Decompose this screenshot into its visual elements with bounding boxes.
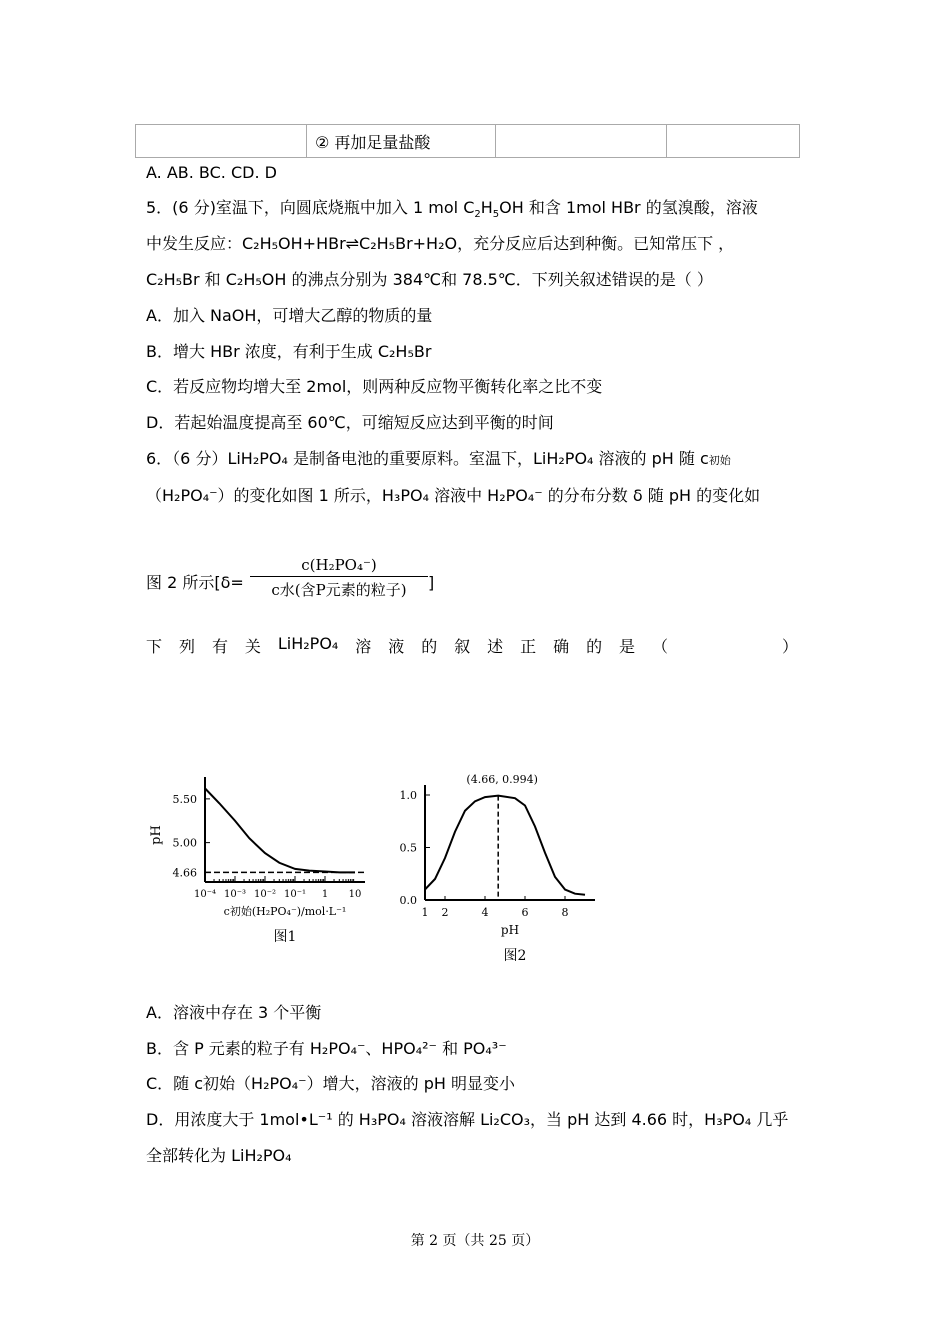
delta-curve [425,796,585,895]
table-cell [136,125,307,158]
figure-title: 图2 [503,948,527,964]
y-tick-label: 5.50 [172,792,197,806]
word: 述 [487,637,504,656]
word: 的 [421,637,438,656]
q6-option-a: A．溶液中存在 3 个平衡 [146,1003,322,1022]
y-tick-label: 0.5 [399,841,417,855]
ph-curve [205,788,355,872]
figure-title: 图1 [273,929,297,945]
q6-line1: 6．（6 分）LiH₂PO₄ 是制备电池的重要原料。室温下，LiH₂PO₄ 溶液的 pH 随 c初始 [146,449,731,468]
q5-line3: C₂H₅Br 和 C₂H₅OH 的沸点分别为 384℃和 78.5℃．下列关叙述错误的是（ ） [146,270,713,289]
y-tick-label: 1.0 [399,789,417,802]
q6-line4 [146,634,798,657]
q6-line3-suffix: ] [428,573,435,592]
x-axis-label: c初始(H₂PO₄⁻)/mol·L⁻¹ [223,905,347,918]
page-footer: 第 2 页（共 25 页） [410,1233,540,1249]
q6-option-b: B．含 P 元素的粒子有 H₂PO₄⁻、HPO₄²⁻ 和 PO₄³⁻ [146,1039,507,1058]
y-tick-label: 0.0 [399,894,417,907]
table-cell: ② 再加足量盐酸 [307,125,496,158]
word: 下 [146,637,163,656]
q5-option-c: C．若反应物均增大至 2mol，则两种反应物平衡转化率之比不变 [146,377,603,396]
x-axis-label: pH [500,923,520,937]
x-tick-label: 10⁻¹ [283,889,307,900]
word: 有 [211,637,228,656]
q6-option-d-cont: 全部转化为 LiH₂PO₄ [146,1146,292,1165]
word: 溶 [355,637,372,656]
x-tick-label: 6 [521,906,529,919]
figure-1-chart [140,765,390,980]
peak-annotation: (4.66, 0.994) [466,773,538,786]
word: 是 [619,637,636,656]
word: 确 [553,637,570,656]
word: 叙 [454,637,471,656]
q5-line2: 中发生反应：C₂H₅OH+HBr⇌C₂H₅Br+H₂O，充分反应后达到种衡。已知常压下 ， [146,234,735,253]
word: （ [652,637,669,656]
fraction-denominator: c水(含P元素的粒子) [271,581,407,599]
q4-answer: A. AB. BC. CD. D [146,163,277,182]
answer-table-fragment [135,124,800,158]
q5-line1: 5．(6 分)室温下，向圆底烧瓶中加入 1 mol $C_2H_5OH$ 和含 1mol HBr 的氢溴酸，溶液 [146,198,758,221]
x-tick-label: 10⁻³ [223,889,247,900]
y-axis-label: pH [149,825,164,845]
word: 正 [520,637,537,656]
word: 液 [388,637,405,656]
y-tick-label: 4.66 [172,866,197,880]
x-tick-label: 8 [561,906,569,919]
q6-option-d: D．用浓度大于 1mol•L⁻¹ 的 H₃PO₄ 溶液溶解 Li₂CO₃，当 pH 达到 4.66 时，H₃PO₄ 几乎 [146,1110,789,1129]
q6-line2: （H₂PO₄⁻）的变化如图 1 所示，H₃PO₄ 溶液中 H₂PO₄⁻ 的分布分数 δ 随 pH 的变化如 [146,486,761,505]
x-tick-label: 10⁻² [253,889,277,900]
table-cell [667,125,800,158]
q6-line3-prefix: 图 2 所示[δ= [146,573,244,592]
y-tick-label: 5.00 [172,836,197,850]
delta-fraction [250,556,428,600]
word: 关 [244,637,261,656]
x-tick-label: 10 [348,889,362,900]
word: LiH₂PO₄ [277,634,339,653]
x-tick-label: 1 [421,906,429,919]
q5-option-a: A．加入 NaOH，可增大乙醇的物质的量 [146,306,433,325]
q5-option-d: D．若起始温度提高至 60℃，可缩短反应达到平衡的时间 [146,413,554,432]
x-tick-label: 10⁻⁴ [193,889,217,900]
word: 列 [178,637,195,656]
word: ） [781,637,798,656]
table-cell [496,125,667,158]
q6-option-c: C．随 c初始（H₂PO₄⁻）增大，溶液的 pH 明显变小 [146,1074,515,1093]
fraction-numerator: c(H₂PO₄⁻) [250,556,428,577]
x-tick-label: 2 [441,906,449,919]
q5-option-b: B．增大 HBr 浓度，有利于生成 C₂H₅Br [146,342,432,361]
word: 的 [586,637,603,656]
figure-2-chart [390,740,610,980]
x-tick-label: 1 [321,889,329,900]
x-tick-label: 4 [481,906,489,919]
